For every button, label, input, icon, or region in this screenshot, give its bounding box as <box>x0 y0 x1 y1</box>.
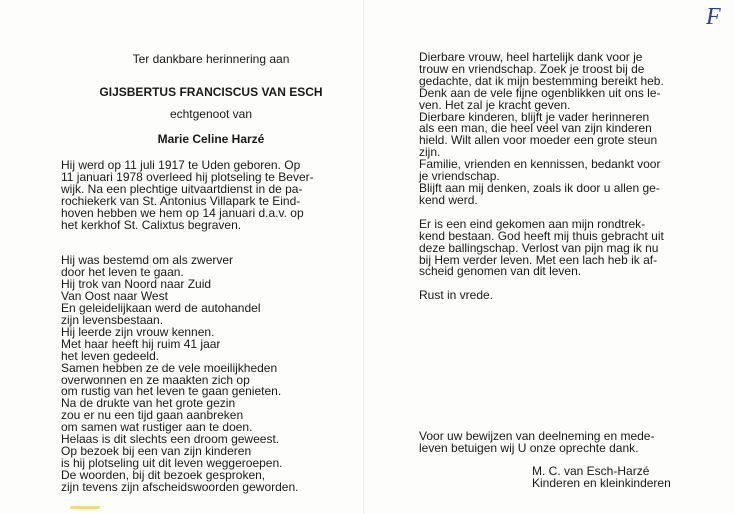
bio-line: 11 januari 1978 overleed hij plotseling te Bever- <box>61 169 314 184</box>
message-line: hield. Wilt allen voor moeder een grote steun <box>419 133 658 148</box>
poem-line: zijn tevens zijn afscheidswoorden geworden. <box>61 479 299 494</box>
message-line: Blijft aan mij denken, zoals ik door u allen ge- <box>419 180 660 195</box>
signature <box>532 466 699 490</box>
closing-text: Rust in vrede. <box>419 288 494 303</box>
fold-line <box>363 0 364 514</box>
message-line: je vriendschap. <box>419 169 500 184</box>
signature-line: Kinderen en kleinkinderen <box>532 475 671 490</box>
message-line: scheid genomen van dit leven. <box>419 264 582 279</box>
bio-paragraph <box>61 160 325 231</box>
poem-line: Van Oost naar West <box>61 289 168 304</box>
poem-line: Hij trok van Noord naar Zuid <box>61 277 212 292</box>
bio-line: het kerkhof St. Calixtus begraven. <box>61 217 242 232</box>
message-line: Er is een eind gekomen aan mijn rondtrek- <box>419 216 646 231</box>
message-paragraph-2 <box>419 216 699 279</box>
poem-line: zijn levensbestaan. <box>61 312 164 327</box>
poem-line: overwonnen en ze maakten zich op <box>61 372 250 387</box>
bio-line: rochiekerk van St. Antonius Villapark te Eind- <box>61 193 301 208</box>
message-line: zijn. <box>419 145 441 160</box>
message-line: als een man, die heel veel van zijn kinderen <box>419 121 652 136</box>
poem-line: Na de drukte van het grote gezin <box>61 396 236 411</box>
thanks-line: Voor uw bewijzen van deelneming en mede- <box>419 429 655 444</box>
message-line: trouw en vriendschap. Zoek je troost bij de <box>419 61 645 76</box>
spouse-name: Marie Celine Harzé <box>157 132 265 146</box>
poem-line: En geleidelijkaan werd de autohandel <box>61 301 261 316</box>
paper-smudge <box>70 506 100 509</box>
thanks-line: leven betuigen wij U onze oprechte dank. <box>419 441 639 456</box>
poem-line: om rustig van het leven te gaan genieten. <box>61 384 282 399</box>
corner-mark: F <box>706 4 721 30</box>
bio-line: Hij werd op 11 juli 1917 te Uden geboren. Op <box>61 158 301 172</box>
poem-line: is hij plotseling uit dit leven weggeroepen. <box>61 455 283 470</box>
poem-line: door het leven te gaan. <box>61 265 184 280</box>
message-line: Dierbare vrouw, heel hartelijk dank voor je <box>419 50 643 64</box>
spouse-label: echtgenoot van <box>169 107 253 121</box>
message-line: deze ballingschap. Verlost van pijn mag ik nu <box>419 240 659 255</box>
poem-line: het leven gedeeld. <box>61 348 160 363</box>
poem-line: Samen hebben ze de vele moeilijkheden <box>61 360 278 375</box>
poem-line: Op bezoek bij een van zijn kinderen <box>61 443 252 458</box>
poem-line: Hij was bestemd om als zwerver <box>61 253 234 268</box>
bio-line: wijk. Na een plechtige uitvaartdienst in de pa- <box>61 181 303 196</box>
poem-line: De woorden, bij dit bezoek gesproken, <box>61 467 266 482</box>
signature-line: M. C. van Esch-Harzé <box>532 464 650 479</box>
poem <box>61 255 361 493</box>
poem-line: om samen wat rustiger aan te doen. <box>61 420 253 435</box>
message-line: Familie, vrienden en kennissen, bedankt voor <box>419 157 661 172</box>
right-page <box>419 52 699 490</box>
thanks-paragraph <box>419 431 699 455</box>
deceased-name: GIJSBERTUS FRANCISCUS VAN ESCH <box>99 85 323 99</box>
bio-line: hoven hebben we hem op 14 januari d.a.v. op <box>61 205 304 220</box>
left-page <box>61 52 361 494</box>
poem-line: Met haar heeft hij ruim 41 jaar <box>61 336 221 351</box>
poem-line: zou er nu een tijd gaan aanbreken <box>61 408 244 423</box>
message-line: kend werd. <box>419 192 478 207</box>
message-line: Denk aan de vele fijne ogenblikken uit ons le- <box>419 85 661 100</box>
message-line: bij Hem verder leven. Met een lach heb ik af- <box>419 252 658 267</box>
message-paragraph-1 <box>419 52 699 207</box>
poem-line: Helaas is dit slechts een droom geweest. <box>61 432 280 447</box>
message-line: kend bestaan. God heeft mij thuis gebracht uit <box>419 228 664 243</box>
intro-text: Ter dankbare herinnering aan <box>132 52 290 66</box>
message-line: Dierbare kinderen, blijft je vader herinneren <box>419 109 650 124</box>
message-line: gedachte, dat ik mijn bestemming bereikt heb. <box>419 73 664 88</box>
message-line: ven. Het zal je kracht geven. <box>419 97 571 112</box>
poem-line: Hij leerde zijn vrouw kennen. <box>61 324 215 339</box>
